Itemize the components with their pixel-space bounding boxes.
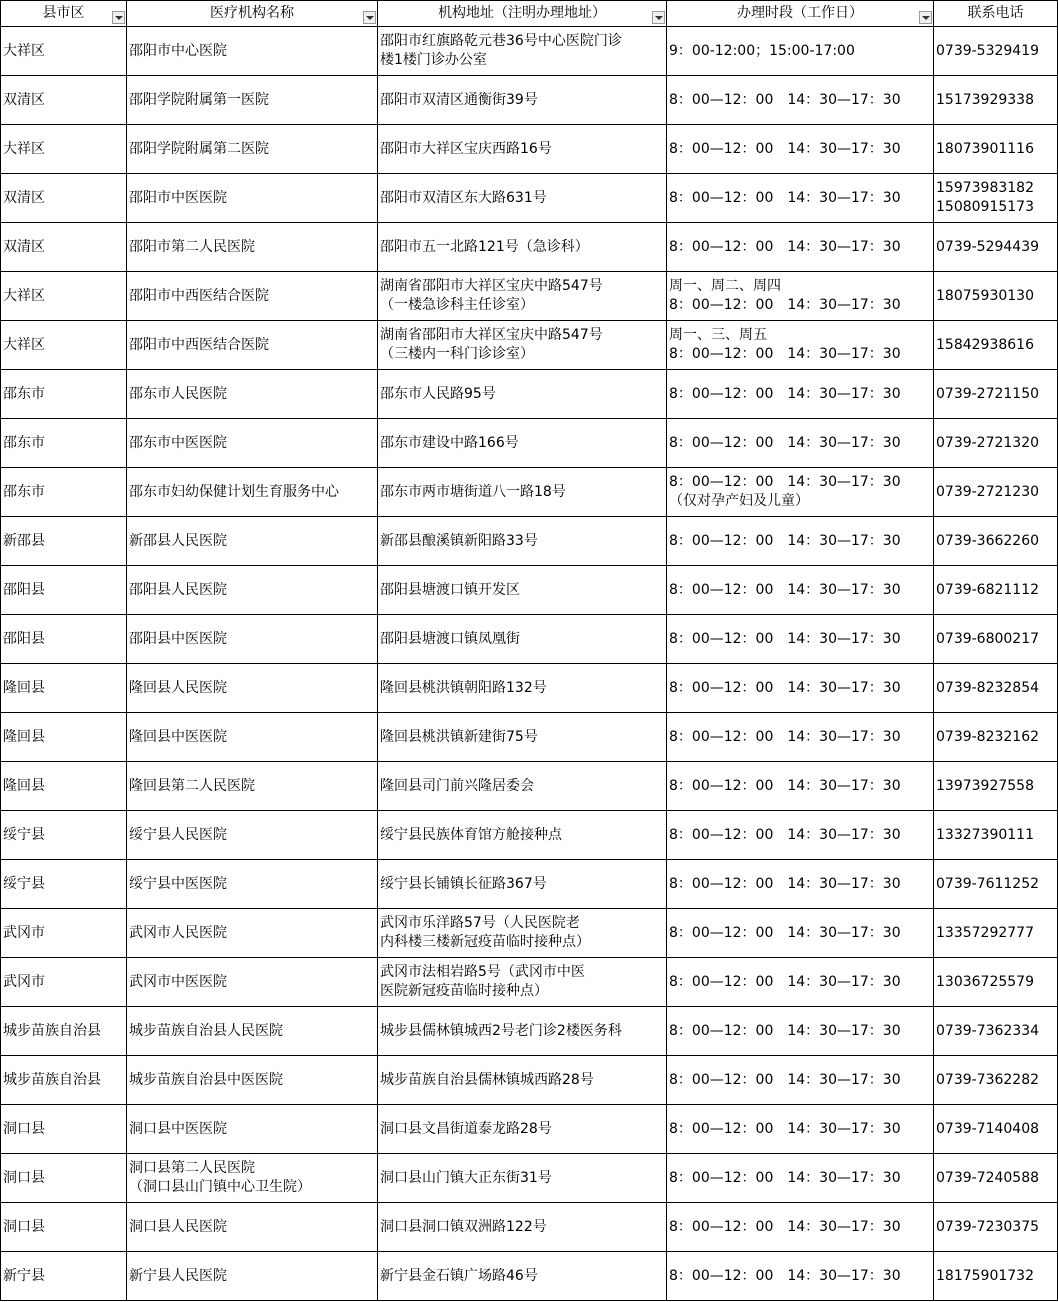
table-row [1,664,1058,713]
cell-institution-name-line: 城步苗族自治县中医医院 [129,1071,283,1088]
cell-institution-name-line: 邵东市妇幼保健计划生育服务中心 [129,483,339,500]
cell-phone-line: 0739-6800217 [936,630,1040,647]
cell-hours-line: 8：00—12：00 14：30—17：30 [669,728,901,745]
cell-phone-line: 0739-5294439 [936,238,1040,255]
cell-institution-name-line: 绥宁县人民医院 [129,826,227,843]
cell-hours-line: 8：00—12：00 14：30—17：30 [669,346,901,362]
cell-phone[interactable] [934,1203,1058,1252]
cell-district[interactable]: 大祥区 [1,272,127,321]
cell-phone-line: 0739-3662260 [936,532,1040,549]
cell-hours-line: 8：00—12：00 14：30—17：30 [669,924,901,941]
cell-hours[interactable] [667,125,934,174]
header-phone [934,1,1058,27]
cell-hours-line: 8：00—12：00 14：30—17：30 [669,91,901,108]
cell-hours[interactable] [667,1203,934,1252]
cell-phone[interactable] [934,174,1058,223]
cell-address[interactable] [378,125,667,174]
cell-district[interactable]: 隆回县 [1,762,127,811]
cell-district[interactable]: 绥宁县 [1,860,127,909]
cell-address-line: 隆回县桃洪镇朝阳路132号 [380,679,547,696]
cell-district[interactable]: 邵阳县 [1,566,127,615]
cell-institution-name[interactable] [127,566,378,615]
cell-phone[interactable] [934,321,1058,370]
table-row [1,223,1058,272]
cell-hours[interactable] [667,909,934,958]
cell-institution-name-line: 邵阳市中心医院 [129,42,227,59]
cell-phone[interactable] [934,1154,1058,1203]
cell-institution-name[interactable] [127,958,378,1007]
cell-institution-name-line: 新邵县人民医院 [129,532,227,549]
cell-phone[interactable] [934,713,1058,762]
cell-hours-line: 8：00—12：00 14：30—17：30 [669,875,901,892]
header-institution [127,1,378,27]
cell-phone-line: 15173929338 [936,91,1034,108]
cell-phone-line: 0739-7611252 [936,875,1040,892]
cell-hours[interactable] [667,419,934,468]
cell-district[interactable]: 双清区 [1,174,127,223]
cell-institution-name-line: 隆回县第二人民医院 [129,777,255,794]
cell-hours-line: 8：00—12：00 14：30—17：30 [669,297,901,313]
table-row [1,76,1058,125]
cell-phone-line: 0739-7362334 [936,1022,1040,1039]
header-label: 机构地址（注明办理地址） [438,5,606,21]
cell-institution-name[interactable] [127,321,378,370]
cell-phone-line: 0739-8232854 [936,679,1040,696]
cell-institution-name[interactable] [127,272,378,321]
cell-phone[interactable] [934,860,1058,909]
cell-institution-name[interactable] [127,174,378,223]
filter-dropdown-icon[interactable] [363,11,376,24]
cell-phone-line: 0739-7230375 [936,1218,1040,1235]
cell-institution-name-line: 隆回县中医医院 [129,728,227,745]
cell-institution-name[interactable] [127,1007,378,1056]
cell-hours-line: 8：00—12：00 14：30—17：30 [669,474,901,490]
cell-address[interactable] [378,664,667,713]
cell-district[interactable]: 邵东市 [1,468,127,517]
cell-hours[interactable] [667,1105,934,1154]
cell-district[interactable]: 双清区 [1,76,127,125]
cell-hours-line: 8：00—12：00 14：30—17：30 [669,1022,901,1039]
cell-institution-name[interactable] [127,811,378,860]
cell-institution-name[interactable] [127,762,378,811]
cell-phone-line: 0739-2721320 [936,434,1040,451]
filter-dropdown-icon[interactable] [652,11,665,24]
cell-district[interactable]: 洞口县 [1,1203,127,1252]
cell-hours-line: 8：00—12：00 14：30—17：30 [669,973,901,990]
cell-institution-name[interactable] [127,27,378,76]
cell-address[interactable] [378,419,667,468]
cell-phone[interactable] [934,1007,1058,1056]
table-row [1,27,1058,76]
cell-phone[interactable] [934,566,1058,615]
table-row [1,860,1058,909]
cell-institution-name-line: 武冈市人民医院 [129,924,227,941]
header-district [1,1,127,27]
cell-institution-name-line: 新宁县人民医院 [129,1267,227,1284]
cell-address[interactable] [378,713,667,762]
cell-phone[interactable] [934,1056,1058,1105]
cell-institution-name-line: 邵东市人民医院 [129,385,227,402]
cell-address-line: 内科楼三楼新冠疫苗临时接种点） [380,934,590,950]
table-row [1,419,1058,468]
cell-hours[interactable] [667,762,934,811]
cell-address-line: （三楼内一科门诊诊室） [380,346,534,362]
cell-institution-name[interactable] [127,615,378,664]
cell-hours[interactable] [667,1252,934,1301]
cell-hours-line: 8：00—12：00 14：30—17：30 [669,434,901,451]
cell-phone-line: 15080915173 [936,199,1034,215]
cell-address[interactable] [378,272,667,321]
cell-institution-name[interactable] [127,517,378,566]
cell-phone[interactable] [934,811,1058,860]
cell-district[interactable]: 大祥区 [1,125,127,174]
cell-address[interactable] [378,1203,667,1252]
cell-phone-line: 15973983182 [936,180,1034,196]
cell-hours-line: 8：00—12：00 14：30—17：30 [669,679,901,696]
cell-phone-line: 0739-2721230 [936,483,1040,500]
table-row [1,762,1058,811]
cell-district[interactable]: 邵东市 [1,419,127,468]
cell-address[interactable] [378,468,667,517]
cell-address[interactable] [378,370,667,419]
cell-hours[interactable] [667,566,934,615]
cell-institution-name[interactable] [127,370,378,419]
table-row [1,174,1058,223]
cell-phone-line: 13327390111 [936,826,1034,843]
table-row [1,909,1058,958]
cell-address-line: 新邵县酿溪镇新阳路33号 [380,532,538,549]
table-row [1,1105,1058,1154]
cell-institution-name[interactable] [127,909,378,958]
cell-phone[interactable] [934,223,1058,272]
header-row [1,1,1058,27]
cell-hours[interactable] [667,1007,934,1056]
cell-hours[interactable] [667,615,934,664]
cell-hours-line: 周一、三、周五 [669,327,767,343]
cell-institution-name-line: 隆回县人民医院 [129,679,227,696]
cell-district[interactable]: 邵阳县 [1,615,127,664]
cell-phone[interactable] [934,615,1058,664]
cell-address[interactable] [378,76,667,125]
cell-phone[interactable] [934,125,1058,174]
cell-phone[interactable] [934,468,1058,517]
cell-address[interactable] [378,909,667,958]
cell-address-line: 邵东市建设中路166号 [380,434,519,451]
cell-address-line: 邵阳县塘渡口镇开发区 [380,581,520,598]
cell-hours-line: 8：00—12：00 14：30—17：30 [669,581,901,598]
table-row [1,1007,1058,1056]
cell-hours[interactable] [667,321,934,370]
cell-address[interactable] [378,958,667,1007]
cell-address[interactable] [378,223,667,272]
table-body [1,27,1058,1301]
cell-address-line: 新宁县金石镇广场路46号 [380,1267,538,1284]
table-row [1,811,1058,860]
cell-phone-line: 0739-5329419 [936,42,1040,59]
table-row [1,1203,1058,1252]
cell-address-line: 邵阳市大祥区宝庆西路16号 [380,140,552,157]
cell-hours[interactable] [667,1056,934,1105]
cell-address-line: 邵阳市五一北路121号（急诊科） [380,238,589,255]
cell-address[interactable] [378,860,667,909]
cell-phone[interactable] [934,958,1058,1007]
cell-address-line: 湖南省邵阳市大祥区宝庆中路547号 [380,327,603,343]
cell-hours[interactable] [667,272,934,321]
cell-institution-name-line: 邵阳学院附属第一医院 [129,91,269,108]
table-row [1,321,1058,370]
cell-phone[interactable] [934,419,1058,468]
cell-district[interactable]: 绥宁县 [1,811,127,860]
cell-phone-line: 0739-7362282 [936,1071,1040,1088]
cell-address-line: 邵阳县塘渡口镇凤凰街 [380,630,520,647]
cell-institution-name[interactable] [127,1056,378,1105]
cell-hours-line: 9：00-12:00；15:00-17:00 [669,42,855,59]
cell-hours-line: 8：00—12：00 14：30—17：30 [669,1071,901,1088]
cell-institution-name[interactable] [127,125,378,174]
cell-district[interactable]: 大祥区 [1,27,127,76]
cell-phone[interactable] [934,27,1058,76]
cell-district[interactable]: 大祥区 [1,321,127,370]
cell-institution-name-line: 邵阳市中西医结合医院 [129,287,269,304]
table-row [1,615,1058,664]
cell-hours-line: 8：00—12：00 14：30—17：30 [669,238,901,255]
cell-phone[interactable] [934,1252,1058,1301]
cell-hours-line: 8：00—12：00 14：30—17：30 [669,1218,901,1235]
cell-hours[interactable] [667,1154,934,1203]
cell-phone-line: 0739-8232162 [936,728,1040,745]
cell-district[interactable]: 洞口县 [1,1105,127,1154]
cell-address-line: 隆回县桃洪镇新建街75号 [380,728,538,745]
cell-hours-line: 8：00—12：00 14：30—17：30 [669,826,901,843]
cell-address-line: 邵东市人民路95号 [380,385,496,402]
cell-institution-name-line: 邵阳县人民医院 [129,581,227,598]
cell-phone[interactable] [934,370,1058,419]
filter-dropdown-icon[interactable] [112,11,125,24]
cell-district[interactable]: 隆回县 [1,664,127,713]
cell-address-line: 邵东市两市塘街道八一路18号 [380,483,566,500]
cell-address-line: 湖南省邵阳市大祥区宝庆中路547号 [380,278,603,294]
cell-hours-line: 周一、周二、周四 [669,278,781,294]
cell-institution-name[interactable] [127,713,378,762]
cell-hours[interactable] [667,860,934,909]
table-row [1,1056,1058,1105]
cell-phone-line: 15842938616 [936,336,1034,353]
cell-address-line: 邵阳市双清区东大路631号 [380,189,547,206]
cell-institution-name[interactable] [127,664,378,713]
cell-district[interactable]: 城步苗族自治县 [1,1007,127,1056]
cell-address[interactable] [378,615,667,664]
cell-institution-name[interactable] [127,1154,378,1203]
cell-hours[interactable] [667,223,934,272]
cell-address[interactable] [378,174,667,223]
cell-hours-line: 8：00—12：00 14：30—17：30 [669,532,901,549]
header-label: 医疗机构名称 [210,5,294,21]
cell-address[interactable] [378,1007,667,1056]
cell-hours-line: 8：00—12：00 14：30—17：30 [669,385,901,402]
cell-address[interactable] [378,1154,667,1203]
header-hours [667,1,934,27]
cell-phone-line: 0739-7140408 [936,1120,1040,1137]
cell-district[interactable]: 新邵县 [1,517,127,566]
cell-hours-line: 8：00—12：00 14：30—17：30 [669,630,901,647]
cell-hours-line: 8：00—12：00 14：30—17：30 [669,189,901,206]
cell-address-line: 楼1楼门诊办公室 [380,52,487,68]
cell-hours-line: 8：00—12：00 14：30—17：30 [669,1267,901,1284]
cell-phone[interactable] [934,762,1058,811]
cell-phone-line: 0739-6821112 [936,581,1040,598]
cell-hours[interactable] [667,76,934,125]
table-row [1,517,1058,566]
header-label: 联系电话 [967,5,1024,21]
cell-phone[interactable] [934,272,1058,321]
cell-hours[interactable] [667,468,934,517]
cell-institution-name[interactable] [127,860,378,909]
cell-address[interactable] [378,566,667,615]
cell-district[interactable]: 城步苗族自治县 [1,1056,127,1105]
cell-address-line: 武冈市法相岩路5号（武冈市中医 [380,964,585,980]
cell-hours-line: 8：00—12：00 14：30—17：30 [669,1120,901,1137]
cell-hours[interactable] [667,713,934,762]
cell-address-line: 绥宁县民族体育馆方舱接种点 [380,826,562,843]
cell-address-line: 隆回县司门前兴隆居委会 [380,777,534,794]
cell-address-line: 洞口县洞口镇双洲路122号 [380,1218,547,1235]
cell-institution-name-line: 邵阳市中医医院 [129,189,227,206]
cell-hours[interactable] [667,27,934,76]
cell-address-line: 医院新冠疫苗临时接种点） [380,983,548,999]
header-label: 县市区 [42,5,85,21]
cell-address-line: 城步苗族自治县儒林镇城西路28号 [380,1071,594,1088]
cell-phone[interactable] [934,909,1058,958]
cell-phone-line: 13036725579 [936,973,1034,990]
cell-institution-name[interactable] [127,1105,378,1154]
header-address [378,1,667,27]
cell-hours-line: （仅对孕产妇及儿童） [669,493,809,509]
table-row [1,566,1058,615]
cell-institution-name-line: 洞口县第二人民医院 [129,1160,255,1176]
cell-phone[interactable] [934,664,1058,713]
cell-institution-name[interactable] [127,468,378,517]
cell-institution-name[interactable] [127,419,378,468]
cell-address[interactable] [378,321,667,370]
cell-address-line: 城步县儒林镇城西2号老门诊2楼医务科 [380,1022,622,1039]
cell-address[interactable] [378,811,667,860]
cell-address-line: （一楼急诊科主任诊室） [380,297,534,313]
cell-district[interactable]: 双清区 [1,223,127,272]
table-row [1,370,1058,419]
cell-hours-line: 8：00—12：00 14：30—17：30 [669,777,901,794]
cell-address[interactable] [378,1252,667,1301]
cell-district[interactable]: 隆回县 [1,713,127,762]
filter-dropdown-icon[interactable] [919,11,932,24]
cell-institution-name-line: （洞口县山门镇中心卫生院） [129,1179,311,1195]
cell-hours-line: 8：00—12：00 14：30—17：30 [669,140,901,157]
cell-institution-name-line: 邵阳市中西医结合医院 [129,336,269,353]
cell-address[interactable] [378,1056,667,1105]
cell-address[interactable] [378,27,667,76]
cell-district[interactable]: 新宁县 [1,1252,127,1301]
cell-hours[interactable] [667,370,934,419]
cell-phone-line: 18073901116 [936,140,1034,157]
table-row [1,468,1058,517]
cell-hours[interactable] [667,517,934,566]
table-row [1,125,1058,174]
cell-district[interactable]: 邵东市 [1,370,127,419]
cell-institution-name-line: 洞口县人民医院 [129,1218,227,1235]
cell-district[interactable]: 武冈市 [1,958,127,1007]
table-row [1,272,1058,321]
cell-institution-name[interactable] [127,1203,378,1252]
cell-phone[interactable] [934,1105,1058,1154]
cell-phone-line: 0739-2721150 [936,385,1040,402]
cell-institution-name-line: 城步苗族自治县人民医院 [129,1022,283,1039]
cell-phone[interactable] [934,517,1058,566]
cell-hours[interactable] [667,811,934,860]
cell-institution-name-line: 武冈市中医医院 [129,973,227,990]
cell-address-line: 洞口县山门镇大正东街31号 [380,1169,552,1186]
cell-hours[interactable] [667,174,934,223]
header-label: 办理时段（工作日） [737,5,863,21]
cell-institution-name-line: 邵阳市第二人民医院 [129,238,255,255]
cell-address-line: 洞口县文昌街道泰龙路28号 [380,1120,552,1137]
cell-institution-name-line: 绥宁县中医医院 [129,875,227,892]
cell-institution-name[interactable] [127,1252,378,1301]
cell-hours[interactable] [667,958,934,1007]
cell-hours-line: 8：00—12：00 14：30—17：30 [669,1169,901,1186]
cell-address-line: 武冈市乐洋路57号（人民医院老 [380,915,580,931]
cell-institution-name-line: 洞口县中医医院 [129,1120,227,1137]
cell-institution-name[interactable] [127,223,378,272]
cell-address[interactable] [378,1105,667,1154]
cell-phone-line: 18175901732 [936,1267,1034,1284]
cell-institution-name-line: 邵东市中医医院 [129,434,227,451]
cell-phone-line: 13357292777 [936,924,1034,941]
cell-address-line: 绥宁县长铺镇长征路367号 [380,875,547,892]
table-row [1,1154,1058,1203]
cell-address-line: 邵阳市双清区通衡街39号 [380,91,538,108]
table-row [1,958,1058,1007]
cell-address[interactable] [378,762,667,811]
cell-institution-name-line: 邵阳学院附属第二医院 [129,140,269,157]
cell-phone-line: 13973927558 [936,777,1034,794]
cell-institution-name-line: 邵阳县中医医院 [129,630,227,647]
cell-address[interactable] [378,517,667,566]
cell-institution-name[interactable] [127,76,378,125]
cell-phone-line: 18075930130 [936,287,1034,304]
cell-district[interactable]: 洞口县 [1,1154,127,1203]
table-row [1,713,1058,762]
cell-hours[interactable] [667,664,934,713]
cell-district[interactable]: 武冈市 [1,909,127,958]
table-row [1,1252,1058,1301]
cell-address-line: 邵阳市红旗路乾元巷36号中心医院门诊 [380,33,622,49]
cell-phone-line: 0739-7240588 [936,1169,1040,1186]
cell-phone[interactable] [934,76,1058,125]
